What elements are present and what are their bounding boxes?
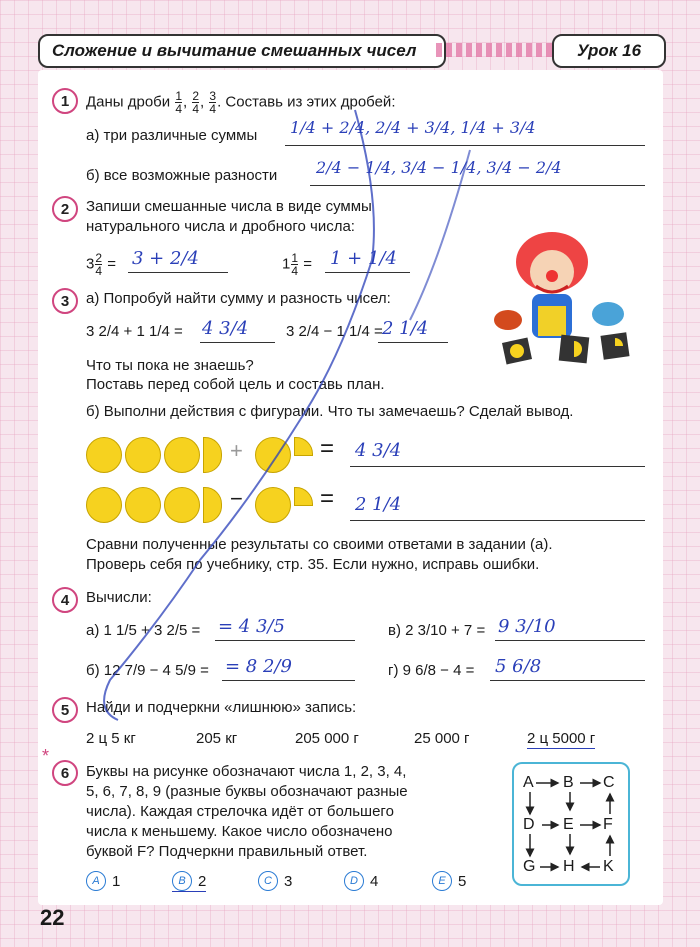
grid-letter: G	[523, 858, 536, 875]
task6-line: числа к меньшему. Какое число обозначено	[86, 823, 393, 840]
plus-sign: +	[230, 438, 243, 463]
task3-compare-2: Проверь себя по учебнику, стр. 35. Если нужно, исправь ошибки.	[86, 556, 540, 573]
answer-line	[200, 342, 275, 343]
task4-title: Вычисли:	[86, 589, 152, 606]
difficulty-star: *	[42, 746, 50, 766]
task1-b-label: б) все возможные разности	[86, 167, 278, 184]
task3-diff-expr: 3 2/4 − 1 1/4 =	[286, 323, 383, 340]
task4-b: б) 12 7/9 − 4 5/9 =	[86, 662, 209, 679]
weight-item[interactable]: 205 000 г	[295, 730, 359, 747]
task4-a: а) 1 1/5 + 3 2/5 =	[86, 622, 201, 639]
answer-line	[285, 145, 645, 146]
task3-b-label: б) Выполни действия с фигурами. Что ты замечаешь? Сделай вывод.	[86, 403, 574, 420]
whole-circle	[164, 437, 200, 473]
task2-example-1: 3 $\frac{2}{4}$ =	[86, 251, 116, 278]
answer-line	[350, 520, 645, 521]
task2-answer-2[interactable]: 1 + 1/4	[330, 248, 397, 269]
task6-line: числа). Каждая стрелочка идёт от большего	[86, 803, 394, 820]
grid-letter: F	[603, 816, 613, 833]
task1-a-answer[interactable]: 1/4 + 2/4, 2/4 + 3/4, 1/4 + 3/4	[290, 118, 536, 137]
answer-option-c[interactable]: C 3	[258, 871, 292, 891]
minus-sign: −	[230, 486, 243, 511]
shape-sum-answer[interactable]: 4 3/4	[355, 440, 402, 461]
letter-arrow-grid	[512, 762, 630, 886]
equals-sign: =	[320, 435, 335, 462]
answer-line	[490, 680, 645, 681]
task3-a-label: а) Попробуй найти сумму и разность чисел:	[86, 290, 391, 307]
shape-diff-answer[interactable]: 2 1/4	[355, 494, 402, 515]
task-number-5: 5	[52, 697, 78, 723]
task-number-2: 2	[52, 196, 78, 222]
answer-line	[495, 640, 645, 641]
task1-a-label: а) три различные суммы	[86, 127, 258, 144]
whole-circle	[86, 487, 122, 523]
task3-question-2: Поставь перед собой цель и составь план.	[86, 376, 385, 393]
answer-line	[378, 342, 448, 343]
task-number-3: 3	[52, 288, 78, 314]
task1-intro: Даны дроби $\frac{1}{4}$ , $\frac{2}{4}$ , $\frac{3}{4}$ . Составь из этих дробей:	[86, 89, 396, 116]
fraction-2: $\frac{2}{4}$	[192, 89, 200, 116]
weight-item[interactable]: 25 000 г	[414, 730, 470, 747]
header-stripes	[436, 43, 556, 57]
answer-option-e[interactable]: E 5	[432, 871, 466, 891]
topic-title-text: Сложение и вычитание смешанных чисел	[52, 41, 417, 60]
answer-line	[325, 272, 410, 273]
task3-sum-answer[interactable]: 4 3/4	[202, 318, 249, 339]
lesson-label	[552, 34, 666, 68]
task4-a-answer[interactable]: = 4 3/5	[218, 616, 285, 637]
task-number-1: 1	[52, 88, 78, 114]
weight-item[interactable]: 2 ц 5 кг	[86, 730, 136, 747]
task2-line1: Запиши смешанные числа в виде суммы	[86, 198, 372, 215]
whole-circle	[255, 437, 291, 473]
whole-circle	[164, 487, 200, 523]
grid-letter: A	[523, 774, 534, 791]
weight-item-underlined[interactable]: 2 ц 5000 г	[527, 730, 596, 747]
task6-line: 5, 6, 7, 8, 9 (разные буквы обозначают разные	[86, 783, 408, 800]
task-number-4: 4	[52, 587, 78, 613]
whole-circle	[125, 487, 161, 523]
grid-letter: C	[603, 774, 615, 791]
grid-letter: E	[563, 816, 574, 833]
task-number-6: 6	[52, 760, 78, 786]
lesson-label-text: Урок 16	[576, 41, 642, 60]
task2-line2: натурального числа и дробного числа:	[86, 218, 355, 235]
whole-circle	[255, 487, 291, 523]
fraction-1: $\frac{1}{4}$	[175, 89, 182, 116]
grid-letter: D	[523, 816, 535, 833]
topic-title	[38, 34, 446, 68]
page-number: 22	[40, 905, 65, 930]
answer-option-a[interactable]: A 1	[86, 871, 120, 891]
task3-sum-expr: 3 2/4 + 1 1/4 =	[86, 323, 183, 340]
answer-option-b[interactable]: B 2	[172, 871, 206, 892]
grid-letter: H	[563, 858, 575, 875]
task4-g: г) 9 6/8 − 4 =	[388, 662, 475, 679]
task4-b-answer[interactable]: = 8 2/9	[225, 656, 292, 677]
answer-line	[310, 185, 645, 186]
task4-v-answer[interactable]: 9 3/10	[498, 616, 556, 637]
answer-line	[128, 272, 228, 273]
task3-compare-1: Сравни полученные результаты со своими ответами в задании (а).	[86, 536, 553, 553]
fraction-3: $\frac{3}{4}$	[209, 89, 217, 116]
answer-line	[350, 466, 645, 467]
answer-option-d[interactable]: D 4	[344, 871, 378, 891]
task5-title: Найди и подчеркни «лишнюю» запись:	[86, 699, 357, 716]
task6-line: буквой F? Подчеркни правильный ответ.	[86, 843, 368, 860]
whole-circle	[125, 437, 161, 473]
answer-line	[215, 640, 355, 641]
task3-diff-answer[interactable]: 2 1/4	[382, 318, 429, 339]
task6-line: Буквы на рисунке обозначают числа 1, 2, 3, 4,	[86, 763, 407, 780]
answer-line	[222, 680, 355, 681]
whole-circle	[86, 437, 122, 473]
grid-letter: K	[603, 858, 614, 875]
weight-item[interactable]: 205 кг	[196, 730, 238, 747]
task4-g-answer[interactable]: 5 6/8	[495, 656, 542, 677]
task2-example-2: 1 $\frac{1}{4}$ =	[282, 251, 312, 278]
task4-v: в) 2 3/10 + 7 =	[388, 622, 486, 639]
clown-illustration	[490, 228, 640, 368]
task2-answer-1[interactable]: 3 + 2/4	[132, 248, 199, 269]
task3-question-1: Что ты пока не знаешь?	[86, 357, 254, 374]
equals-sign: =	[320, 485, 335, 512]
task1-b-answer[interactable]: 2/4 − 1/4, 3/4 − 1/4, 3/4 − 2/4	[316, 158, 562, 177]
grid-letter: B	[563, 774, 574, 791]
